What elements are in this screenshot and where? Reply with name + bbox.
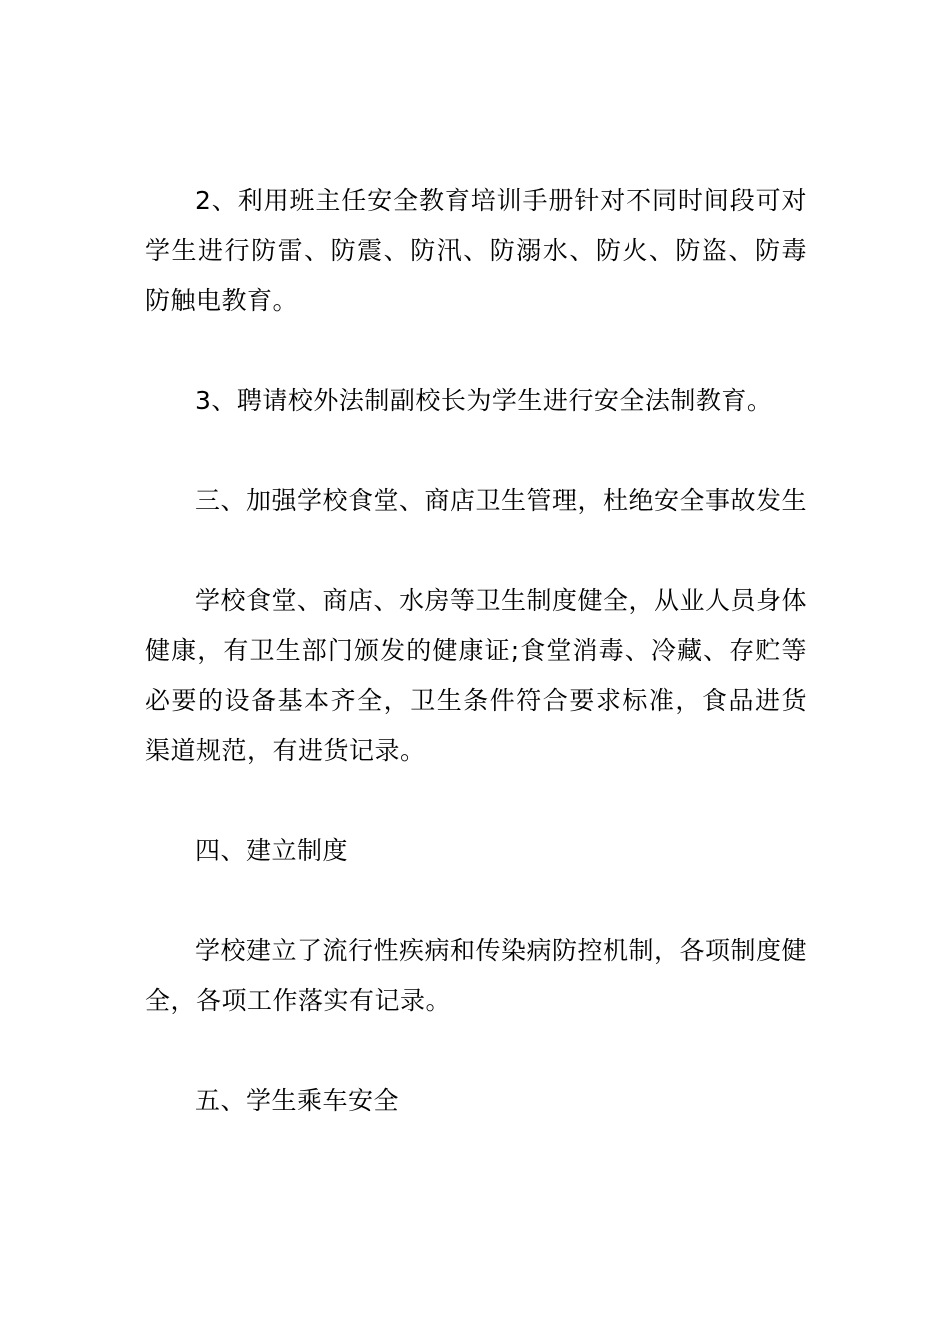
paragraph-item-3: 3、聘请校外法制副校长为学生进行安全法制教育。 [195, 386, 773, 415]
paragraph-gap [145, 1026, 807, 1076]
section-heading-5: 五、学生乘车安全 [195, 1086, 400, 1115]
paragraph-canteen: 学校食堂、商店、水房等卫生制度健全，从业人员身体健康，有卫生部门颁发的健康证;食堂消毒、冷藏、存贮等必要的设备基本齐全，卫生条件符合要求标准，食品进货渠道规范，有进货记录。 [145, 586, 808, 765]
paragraph-item-2: 2、利用班主任安全教育培训手册针对不同时间段可对学生进行防雷、防震、防汛、防溺水、防火、防盗、防毒防触电教育。 [145, 186, 807, 315]
paragraph-gap [145, 326, 807, 376]
section-heading-4: 四、建立制度 [195, 836, 349, 865]
paragraph-system: 学校建立了流行性疾病和传染病防控机制，各项制度健全，各项工作落实有记录。 [145, 936, 808, 1015]
paragraph-gap [145, 526, 807, 576]
paragraph-gap [145, 776, 807, 826]
section-heading-3: 三、加强学校食堂、商店卫生管理，杜绝安全事故发生 [195, 486, 808, 515]
paragraph-gap [145, 426, 807, 476]
paragraph-gap [145, 876, 807, 926]
document-body [145, 176, 807, 1126]
